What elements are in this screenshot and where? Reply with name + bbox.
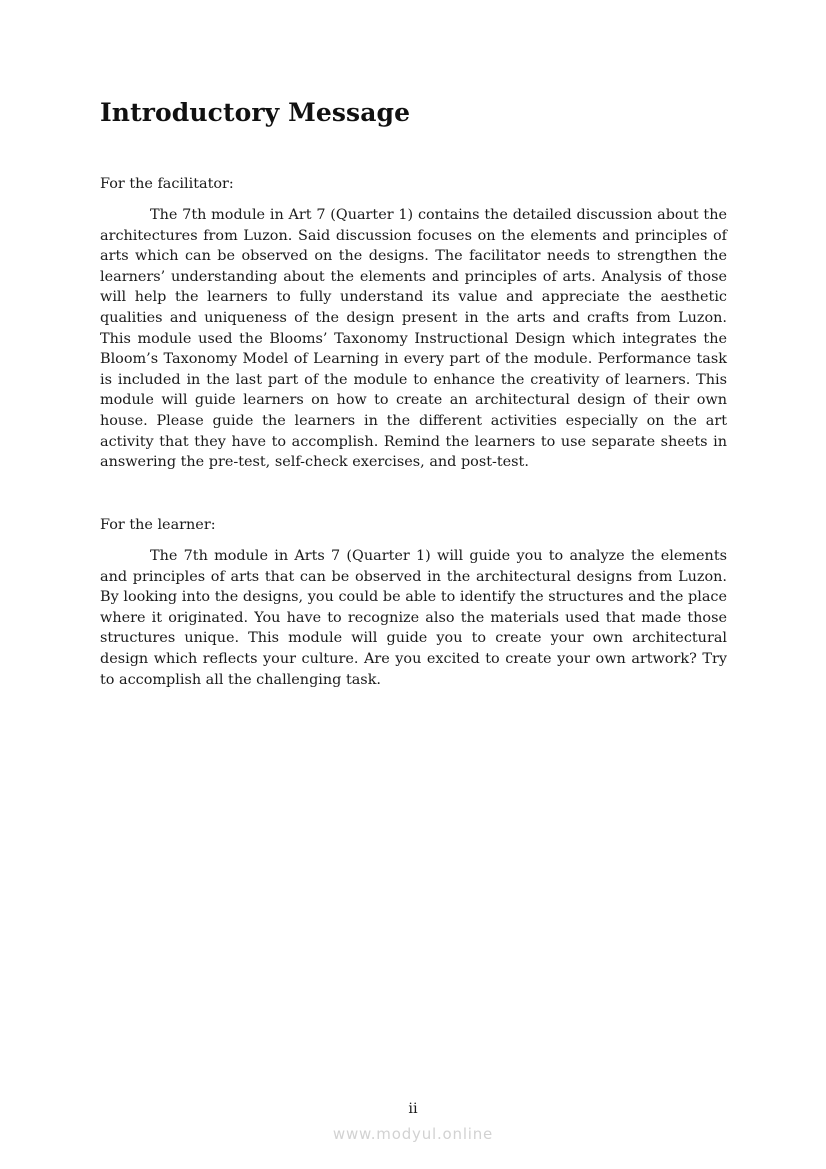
- watermark: www.modyul.online: [332, 1125, 494, 1143]
- learner-paragraph: The 7th module in Arts 7 (Quarter 1) will guide you to analyze the elements and principles of arts that can be observed in the architectural designs from Luzon. By looking into the designs, you could be able to identify the structures and the place where it originated. You have to recognize also the materials used that made those structures unique. This module will guide you to create your own architectural design which reflects your culture. Are you excited to create your own artwork? Try to accomplish all the challenging task.: [100, 548, 727, 688]
- learner-label: For the learner:: [100, 517, 216, 533]
- facilitator-label: For the facilitator:: [100, 176, 234, 192]
- page-number: ii: [408, 1101, 418, 1117]
- facilitator-paragraph: The 7th module in Art 7 (Quarter 1) contains the detailed discussion about the architectures from Luzon. Said discussion focuses on the elements and principles of arts which can be observed on the designs. The facilitator needs to strengthen the learners’ understanding about the elements and principles of arts. Analysis of those will help the learners to fully understand its value and appreciate the aesthetic qualities and uniqueness of the design present in the arts and crafts from Luzon. This module used the Blooms’ Taxonomy Instructional Design which integrates the Bloom’s Taxonomy Model of Learning in every part of the module. Performance task is included in the last part of the module to enhance the creativity of learners. This module will guide learners on how to create an architectural design of their own house. Please guide the learners in the different activities especially on the art activity that they have to accomplish. Remind the learners to use separate sheets in answering the pre-test, self-check exercises, and post-test.: [100, 207, 727, 471]
- page-title: Introductory Message: [100, 98, 411, 127]
